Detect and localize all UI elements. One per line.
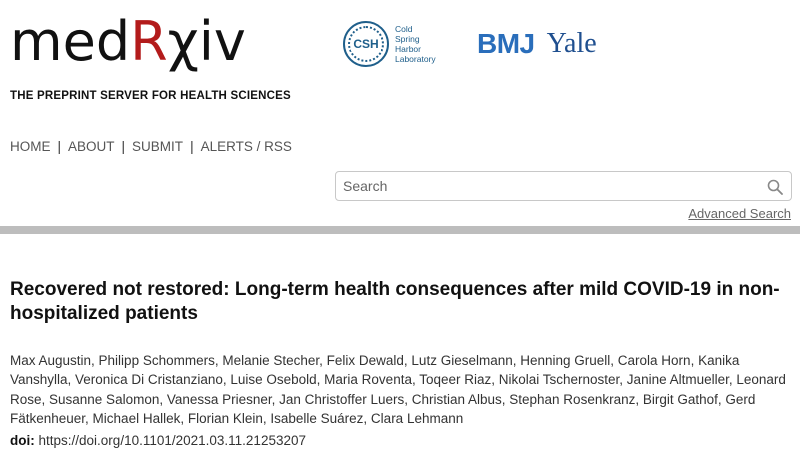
csh-line: Spring bbox=[395, 34, 420, 44]
partner-logos bbox=[343, 18, 597, 70]
doi-label: doi: bbox=[10, 433, 35, 448]
yale-logo[interactable]: Yale bbox=[546, 28, 597, 59]
nav-separator: | bbox=[121, 139, 126, 154]
logo-suffix: χiv bbox=[167, 10, 246, 73]
search-icon[interactable] bbox=[767, 179, 783, 195]
article-authors: Max Augustin, Philipp Schommers, Melanie Stecher, Felix Dewald, Lutz Gieselmann, Henning Gruell, Carola Horn, Kanika Vanshylla, Veronica Di Cristanziano, Luise Osebold, Maria Roventa, Toqeer Riaz, Nikolai Tschernoster, Janine Altmueller, Leonard Rose, Susanne Salomon, Vanessa Priesner, Jan Christoffer Luers, Christian Albus, Stephan Rosenkranz, Birgit Gathof, Gerd Fätkenheuer, Michael Hallek, Florian Klein, Isabelle Suárez, Clara Lehmann bbox=[10, 353, 786, 427]
doi-link[interactable]: https://doi.org/10.1101/2021.03.11.21253207 bbox=[38, 433, 306, 448]
nav-home[interactable]: HOME bbox=[10, 139, 51, 154]
bmj-logo[interactable]: BMJ bbox=[477, 28, 535, 59]
tagline: THE PREPRINT SERVER FOR HEALTH SCIENCES bbox=[10, 90, 291, 102]
medrxiv-logo[interactable] bbox=[10, 12, 246, 72]
nav-separator: | bbox=[57, 139, 62, 154]
csh-abbrev: CSH bbox=[353, 37, 379, 51]
doi-line bbox=[10, 433, 306, 448]
csh-line: Laboratory bbox=[395, 54, 436, 64]
article-title[interactable]: Recovered not restored: Long-term health consequences after mild COVID-19 in non-hospitalized patients bbox=[10, 279, 780, 324]
nav-submit[interactable]: SUBMIT bbox=[132, 139, 184, 154]
csh-logo[interactable] bbox=[343, 21, 389, 67]
header-divider bbox=[0, 226, 800, 234]
csh-line: Cold bbox=[395, 24, 413, 34]
top-nav bbox=[10, 139, 292, 154]
search-box bbox=[335, 171, 792, 201]
nav-about[interactable]: ABOUT bbox=[68, 139, 115, 154]
logo-r: R bbox=[130, 10, 168, 73]
advanced-search-link[interactable]: Advanced Search bbox=[688, 206, 791, 221]
nav-separator: | bbox=[190, 139, 194, 154]
search-input[interactable] bbox=[336, 172, 756, 200]
csh-name bbox=[395, 24, 465, 64]
csh-line: Harbor bbox=[395, 44, 421, 54]
logo-prefix: med bbox=[10, 10, 131, 73]
nav-alerts-rss[interactable]: ALERTS / RSS bbox=[200, 139, 292, 154]
